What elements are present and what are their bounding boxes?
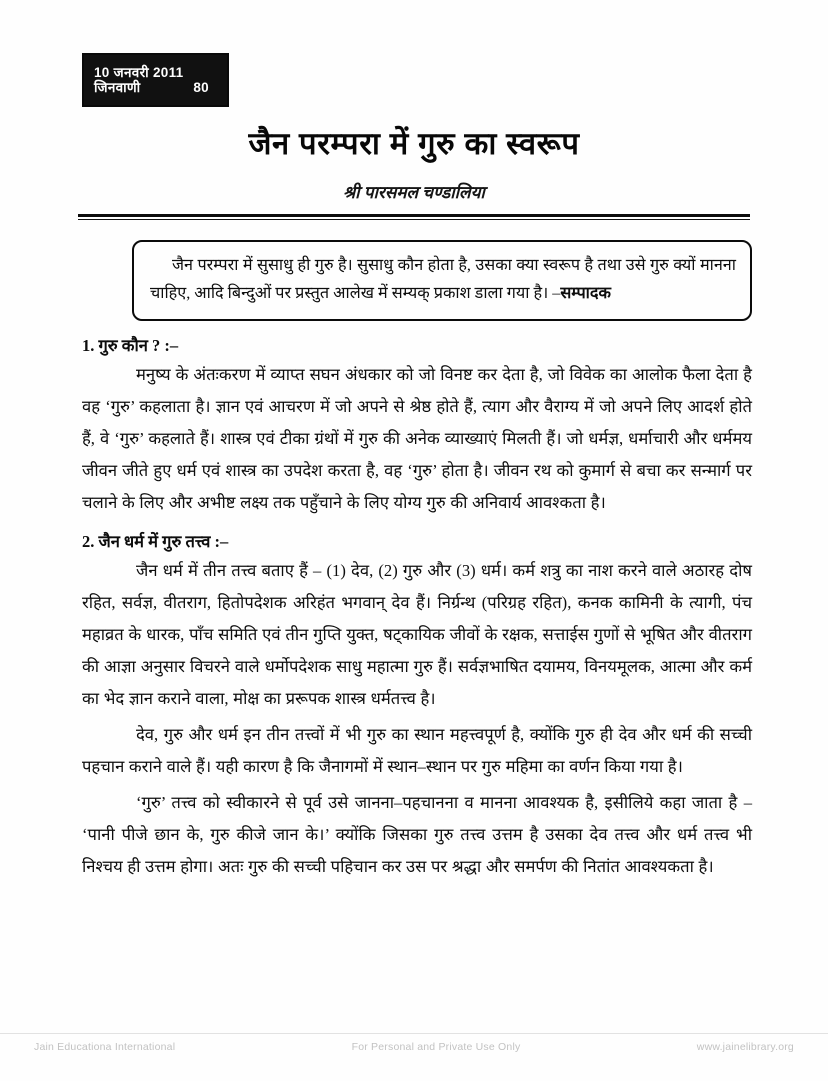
divider-thin-line bbox=[78, 219, 750, 220]
masthead-publication: जिनवाणी bbox=[94, 79, 141, 95]
footer-website[interactable]: www.jainelibrary.org bbox=[696, 1041, 794, 1053]
abstract-text: जैन परम्परा में सुसाधु ही गुरु है। सुसाधु कौन होता है, उसका क्या स्वरूप है तथा उसे गुरु क्यों मानना चाहिए, आदि बिन्दुओं पर प्रस्तुत आलेख में सम्यक् प्रकाश डाला गया है। – bbox=[150, 256, 736, 302]
article-author: श्री पारसमल चण्डालिया bbox=[343, 183, 485, 202]
footer-usage-notice: For Personal and Private Use Only bbox=[351, 1041, 521, 1053]
masthead-issue bbox=[94, 81, 221, 96]
abstract-box bbox=[132, 240, 752, 321]
abstract-signoff: सम्पादक bbox=[560, 283, 611, 302]
footer-divider bbox=[0, 1033, 828, 1034]
section-heading-1: 1. गुरु कौन ? :– bbox=[82, 336, 179, 355]
article-title: जैन परम्परा में गुरु का स्वरूप bbox=[248, 126, 580, 161]
section-heading-2: 2. जैन धर्म में गुरु तत्त्व :– bbox=[82, 532, 229, 552]
masthead-page-number: 80 bbox=[193, 79, 209, 95]
section-2-paragraph-3: ‘गुरु’ तत्त्व को स्वीकारने से पूर्व उसे जानना–पहचानना व मानना आवश्यक है, इसीलिये कहा जाता है – ‘पानी पीजे छान के, गुरु कीजे जान के।’ क्योंकि जिसका गुरु तत्त्व उत्तम है उसका देव तत्त्व और धर्म तत्त्व भी निश्चय ही उत्तम होगा। अतः गुरु की सच्ची पहिचान कर उस पर श्रद्धा और समर्पण की नितांत आवश्यकता है। bbox=[82, 793, 752, 877]
footer-organization: Jain Educationa International bbox=[34, 1041, 176, 1053]
section-2-paragraph-1: जैन धर्म में तीन तत्त्व बताए हैं – (1) देव, (2) गुरु और (3) धर्म। कर्म शत्रु का नाश करने वाले अठारह दोष रहित, सर्वज्ञ, वीतराग, हितोपदेशक अरिहंत भगवान् देव हैं। निर्ग्रन्थ (परिग्रह रहित), कनक कामिनी के त्यागी, पंच महाव्रत के धारक, पाँच समिति एवं तीन गुप्ति युक्त, षट्कायिक जीवों के रक्षक, सत्ताईस गुणों से भूषित और वीतराग की आज्ञा अनुसार विचरने वाले धर्मोपदेशक साधु महात्मा गुरु हैं। सर्वज्ञभाषित दयामय, विनयमूलक, आत्मा और कर्म का भेद ज्ञान कराने वाला, मोक्ष का प्ररूपक शास्त्र धर्मतत्त्व है। bbox=[82, 561, 752, 709]
article-body bbox=[82, 333, 752, 887]
section-2-paragraph-2: देव, गुरु और धर्म इन तीन तत्त्वों में भी गुरु का स्थान महत्त्वपूर्ण है, क्योंकि गुरु ही देव और धर्म की सच्ची पहचान कराने वाले हैं। यही कारण है कि जैनागमों में स्थान–स्थान पर गुरु महिमा का वर्णन किया गया है। bbox=[82, 725, 752, 777]
header-divider bbox=[78, 214, 750, 220]
masthead-box bbox=[82, 53, 229, 107]
page-footer bbox=[0, 1041, 828, 1053]
section-1-paragraph-1: मनुष्य के अंतःकरण में व्याप्त सघन अंधकार को जो विनष्ट कर देता है, जो विवेक का आलोक फैला देता है वह ‘गुरु’ कहलाता है। ज्ञान एवं आचरण में जो अपने से श्रेष्ठ होते हैं, त्याग और वैराग्य में जो अपने लिए आदर्श होते हैं, वे ‘गुरु’ कहलाते हैं। शास्त्र एवं टीका ग्रंथों में गुरु की अनेक व्याख्याएं मिलती हैं। जो धर्मज्ञ, धर्माचारी और धर्ममय जीवन जीते हुए धर्म एवं शास्त्र का उपदेश करता है, वह ‘गुरु’ होता है। जीवन रथ को कुमार्ग से बचा कर सन्मार्ग पर चलाने के लिए और अभीष्ट लक्ष्य तक पहुँचाने के लिए योग्य गुरु की अनिवार्य आवश्कता है। bbox=[82, 365, 752, 513]
masthead-date: 10 जनवरी 2011 bbox=[94, 64, 184, 80]
